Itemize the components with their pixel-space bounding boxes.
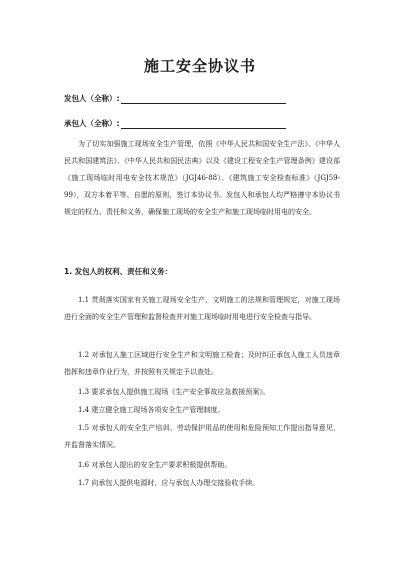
section-1-heading: 1. 发包人的权利、责任和义务： [64, 267, 173, 276]
party-b-blank-line [121, 119, 286, 129]
clause-1-3: 1.3 要求承包人提供施工现场《生产安全事故应急救援预案》。 [78, 388, 270, 396]
clause-1-2: 1.2 对承包人施工区域进行安全生产和文明施工检查；及时纠正承包人施工人员违章指挥和违章作业行为，并按照有关规定予以查处。 [64, 351, 340, 376]
party-b-label: 承包人（全称）: [64, 119, 120, 128]
party-a-row [64, 93, 286, 104]
intro-paragraph: 为了切实加强施工现场安全生产管理，依照《中华人民共和国安全生产法》、《中华人民共和国建筑法》、《中华人民共和国民法典》以及《建设工程安全生产管理条例》建设部《施工现场临时用电安全技术规范》（JGJ46-88）、《建筑施工安全检查标准》（JGJ59-99），双方本着平等、自愿的原则，签订本协议书。发包人和承包人均严格遵守本协议书规定的权力、责任和义务，确保施工现场的安全生产和施工现场临时用电的安全。 [64, 140, 340, 216]
clause-1-5: 1.5 对承包人的安全生产培训、劳动保护用品的使用和危险预知工作提出指导意见，并监督落实情况。 [64, 424, 340, 449]
party-b-row [64, 118, 286, 129]
party-a-label: 发包人（全称）: [64, 94, 120, 103]
clause-1-7: 1.7 向承包人提供电源时，应与承包人办理交接验收手续。 [78, 479, 260, 487]
party-a-blank-line [121, 94, 286, 104]
clause-1-6: 1.6 对承包人提出的安全生产要求积极提供帮助。 [78, 461, 232, 469]
clause-1-1: 1.1 贯彻落实国家有关施工现场安全生产、文明施工的法规和管理规定，对施工现场进行全面的安全生产管理和监督检查并对施工现场临时用电进行安全检查与指导。 [64, 296, 340, 321]
clause-1-4: 1.4 建立健全施工现场各项安全生产管理制度。 [78, 406, 225, 414]
document-title: 施工安全协议书 [143, 57, 256, 75]
